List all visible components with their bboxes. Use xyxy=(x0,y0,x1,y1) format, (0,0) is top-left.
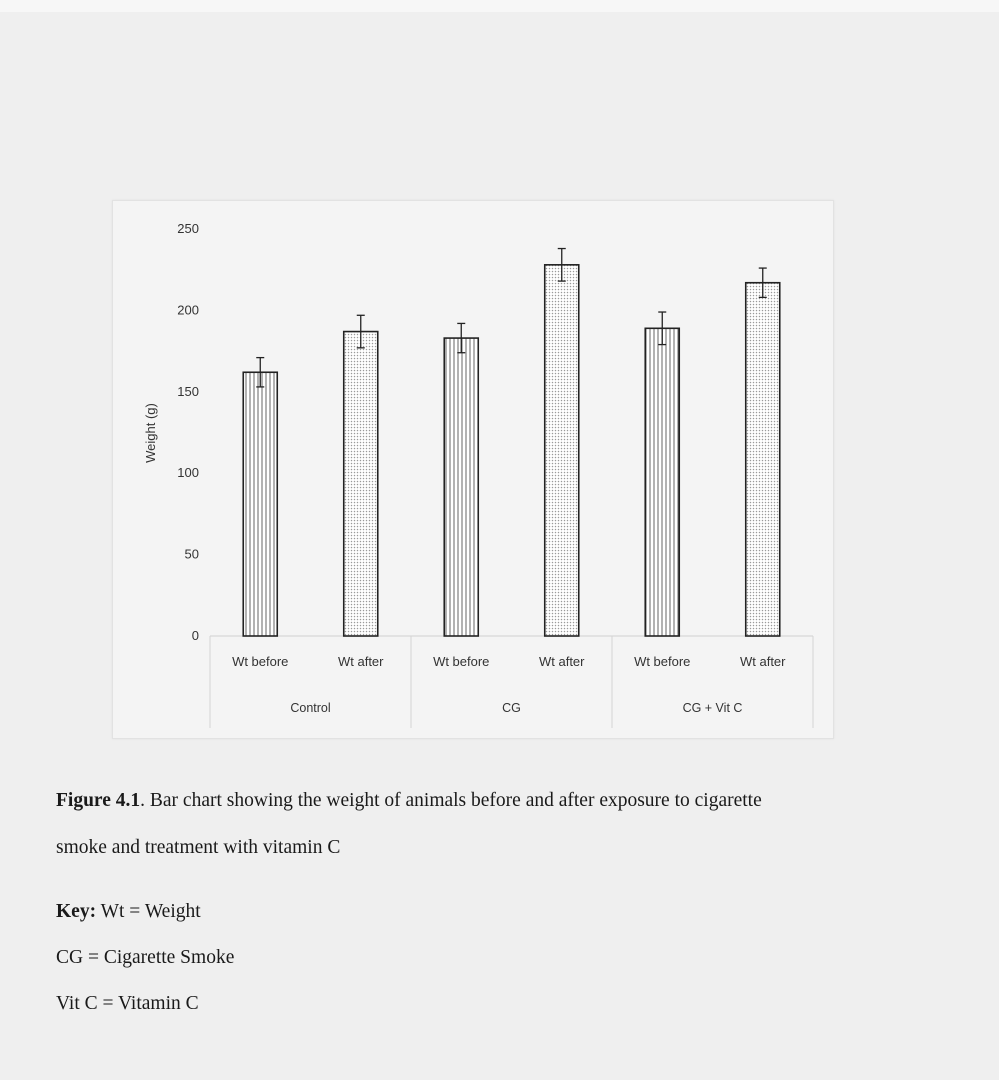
bar xyxy=(344,332,378,636)
figure-label: Figure 4.1 xyxy=(56,790,141,811)
x-group-label: Control xyxy=(290,701,331,715)
x-category-label: Wt before xyxy=(433,654,490,669)
bar xyxy=(444,338,478,636)
y-tick-label: 100 xyxy=(177,465,199,481)
x-category-label: Wt after xyxy=(538,654,585,669)
bar xyxy=(645,328,679,636)
y-tick-label: 50 xyxy=(184,546,199,562)
chart-frame xyxy=(112,200,834,739)
key-block xyxy=(56,889,656,1027)
key-item-cigarette-smoke: CG = Cigarette Smoke xyxy=(56,947,235,968)
figure-caption xyxy=(56,777,936,871)
y-tick-label: 150 xyxy=(177,383,199,399)
x-category-label: Wt after xyxy=(337,654,384,669)
bar-chart xyxy=(113,201,833,738)
bar xyxy=(545,265,579,636)
figure-caption-line1: . Bar chart showing the weight of animals before and after exposure to cigarette xyxy=(140,790,762,811)
x-category-label: Wt after xyxy=(739,654,786,669)
y-tick-label: 200 xyxy=(177,302,199,318)
bar xyxy=(746,283,780,636)
page-top-strip xyxy=(0,0,999,12)
figure-caption-line2: smoke and treatment with vitamin C xyxy=(56,837,341,858)
x-category-label: Wt before xyxy=(232,654,289,669)
key-item-weight: Wt = Weight xyxy=(100,901,201,922)
y-tick-label: 250 xyxy=(177,221,199,236)
key-item-vitamin-c: Vit C = Vitamin C xyxy=(56,993,199,1014)
x-group-label: CG xyxy=(502,701,521,715)
key-label: Key: xyxy=(56,901,97,922)
key-line-1 xyxy=(56,889,656,935)
y-axis-label: Weight (g) xyxy=(143,403,158,463)
y-tick-label: 0 xyxy=(191,628,199,643)
bar xyxy=(243,372,277,636)
x-group-label: CG + Vit C xyxy=(682,701,743,715)
x-category-label: Wt before xyxy=(634,654,691,669)
